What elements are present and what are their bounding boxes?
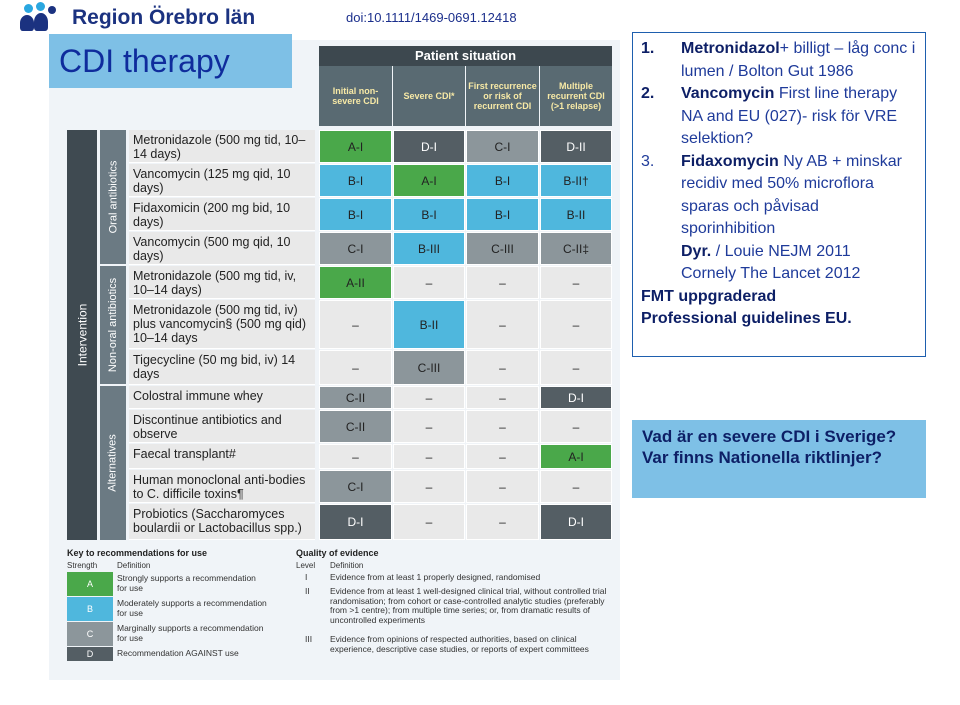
recommendation-cell: C-II bbox=[319, 410, 392, 443]
group-non-oral-antibiotics: Non-oral antibiotics bbox=[100, 266, 126, 384]
recommendation-cell: – bbox=[540, 350, 612, 385]
recommendation-cell: – bbox=[466, 504, 539, 540]
logo-mark-icon bbox=[20, 2, 70, 34]
strength-definition: Marginally supports a recommendation for use bbox=[117, 623, 264, 643]
notes-box bbox=[632, 32, 926, 357]
evidence-level: III bbox=[305, 634, 313, 644]
recommendation-cell: B-I bbox=[466, 164, 539, 197]
evidence-definition: Evidence from at least 1 properly designed, randomised bbox=[330, 572, 541, 582]
page-title: CDI therapy bbox=[49, 34, 292, 88]
drug-cell: Faecal transplant# bbox=[129, 444, 315, 469]
column-header: Initial non-severe CDI bbox=[319, 66, 392, 126]
strength-grade-d: D bbox=[67, 647, 113, 661]
recommendation-cell: – bbox=[393, 386, 465, 409]
group-oral-antibiotics: Oral antibiotics bbox=[100, 130, 126, 264]
recommendation-cell: – bbox=[466, 410, 539, 443]
column-header: Severe CDI* bbox=[393, 66, 465, 126]
recommendation-cell: – bbox=[466, 350, 539, 385]
recommendation-cell: – bbox=[466, 470, 539, 503]
drug-cell: Vancomycin (125 mg qid, 10 days) bbox=[129, 164, 315, 197]
recommendation-cell: – bbox=[540, 470, 612, 503]
strength-definition: Recommendation AGAINST use bbox=[117, 648, 239, 658]
drug-cell: Metronidazole (500 mg tid, 10–14 days) bbox=[129, 130, 315, 163]
recommendation-cell: – bbox=[466, 386, 539, 409]
questions-box bbox=[632, 420, 926, 498]
recommendation-cell: C-II bbox=[319, 386, 392, 409]
drug-cell: Vancomycin (500 mg qid, 10 days) bbox=[129, 232, 315, 265]
recommendation-cell: – bbox=[466, 266, 539, 299]
strength-grade-c: C bbox=[67, 622, 113, 646]
fmt-line: FMT uppgraderad bbox=[641, 287, 777, 305]
recommendation-cell: – bbox=[393, 470, 465, 503]
drug-cell: Tigecycline (50 mg bid, iv) 14 days bbox=[129, 350, 315, 385]
recommendation-cell: D-I bbox=[540, 386, 612, 409]
recommendation-cell: B-II bbox=[540, 198, 612, 231]
recommendation-cell: C-I bbox=[466, 130, 539, 163]
recommendation-cell: – bbox=[319, 444, 392, 469]
recommendation-cell: C-I bbox=[319, 470, 392, 503]
recommendation-cell: – bbox=[393, 504, 465, 540]
recommendation-cell: C-I bbox=[319, 232, 392, 265]
strength-definition: Moderately supports a recommendation for use bbox=[117, 598, 267, 618]
drug-cell: Discontinue antibiotics and observe bbox=[129, 410, 315, 443]
level-label: Level bbox=[296, 561, 316, 570]
drug-cell: Metronidazole (500 mg tid, iv, 10–14 days) bbox=[129, 266, 315, 299]
evidence-definition: Evidence from at least 1 well-designed clinical trial, without controlled trial randomisation; from cohort or case-controlled analytic studies (preferably from >1 centre); from multiple time series; or, from dramatic results of uncontrolled experiments bbox=[330, 586, 607, 625]
recommendation-cell: – bbox=[466, 300, 539, 349]
recommendation-cell: A-II bbox=[319, 266, 392, 299]
question: Var finns Nationella riktlinjer? bbox=[642, 448, 882, 467]
recommendation-cell: – bbox=[393, 444, 465, 469]
recommendation-cell: A-I bbox=[319, 130, 392, 163]
patient-situation-header: Patient situation bbox=[319, 46, 612, 66]
evidence-level: II bbox=[305, 586, 310, 596]
recommendation-cell: C-II‡ bbox=[540, 232, 612, 265]
recommendation-cell: – bbox=[540, 266, 612, 299]
recommendation-cell: B-I bbox=[319, 198, 392, 231]
quality-definition-label: Definition bbox=[330, 561, 364, 570]
recommendation-cell: – bbox=[466, 444, 539, 469]
recommendation-cell: C-III bbox=[466, 232, 539, 265]
recommendation-cell: – bbox=[540, 410, 612, 443]
key-title: Key to recommendations for use bbox=[67, 548, 208, 558]
recommendation-cell: D-I bbox=[393, 130, 465, 163]
recommendation-cell: B-III bbox=[393, 232, 465, 265]
intervention-label: Intervention bbox=[67, 130, 97, 540]
recommendation-cell: D-I bbox=[319, 504, 392, 540]
reference-line: Cornely The Lancet 2012 bbox=[681, 265, 861, 282]
recommendation-cell: – bbox=[319, 350, 392, 385]
recommendation-cell: – bbox=[393, 266, 465, 299]
strength-definition: Strongly supports a recommendation for use bbox=[117, 573, 256, 593]
recommendation-cell: A-I bbox=[540, 444, 612, 469]
group-alternatives: Alternatives bbox=[100, 386, 126, 540]
quality-title: Quality of evidence bbox=[296, 548, 379, 558]
recommendation-cell: – bbox=[393, 410, 465, 443]
evidence-definition: Evidence from opinions of respected authorities, based on clinical experience, descriptive case studies, or reports of expert committees bbox=[330, 634, 589, 654]
drug-cell: Colostral immune whey bbox=[129, 386, 315, 409]
drug-cell: Metronidazole (500 mg tid, iv) plus vancomycin§ (500 mg qid) 10–14 days bbox=[129, 300, 315, 349]
doi-label: doi:10.1111/1469-0691.12418 bbox=[346, 10, 517, 25]
strength-label: Strength bbox=[67, 561, 98, 570]
note-item: 2. Vancomycin First line therapy NA and EU (027)- risk för VRE selektion? bbox=[641, 85, 898, 147]
recommendation-cell: D-I bbox=[540, 504, 612, 540]
org-name: Region Örebro län bbox=[72, 6, 256, 29]
recommendation-cell: B-II† bbox=[540, 164, 612, 197]
logo bbox=[20, 2, 255, 34]
note-item: 1. Metronidazol+ billigt – låg conc i lumen / Bolton Gut 1986 bbox=[641, 40, 916, 80]
strength-grade-b: B bbox=[67, 597, 113, 621]
column-header: Multiple recurrent CDI (>1 relapse) bbox=[540, 66, 612, 126]
fmt-line: Professional guidelines EU. bbox=[641, 310, 852, 327]
evidence-level: I bbox=[305, 572, 308, 582]
note-item: 3. Fidaxomycin Ny AB + minskar recidiv med 50% microflora sparas och påvisad sporinhibition bbox=[641, 152, 902, 237]
drug-cell: Human monoclonal anti-bodies to C. difficile toxins¶ bbox=[129, 470, 315, 503]
strength-grade-a: A bbox=[67, 572, 113, 596]
question: Vad är en severe CDI i Sverige? bbox=[642, 427, 897, 446]
definition-label: Definition bbox=[117, 561, 151, 570]
recommendation-cell: B-I bbox=[319, 164, 392, 197]
recommendation-cell: B-II bbox=[393, 300, 465, 349]
recommendation-cell: D-II bbox=[540, 130, 612, 163]
reference-line: Dyr. / Louie NEJM 2011 bbox=[681, 242, 851, 260]
recommendation-cell: C-III bbox=[393, 350, 465, 385]
drug-cell: Probiotics (Saccharomyces boulardii or Lactobacillus spp.) bbox=[129, 504, 315, 540]
recommendation-cell: B-I bbox=[466, 198, 539, 231]
recommendation-cell: – bbox=[540, 300, 612, 349]
recommendation-cell: – bbox=[319, 300, 392, 349]
recommendation-cell: A-I bbox=[393, 164, 465, 197]
column-header: First recurrence or risk of recurrent CDI bbox=[466, 66, 539, 126]
drug-cell: Fidaxomicin (200 mg bid, 10 days) bbox=[129, 198, 315, 231]
recommendation-cell: B-I bbox=[393, 198, 465, 231]
